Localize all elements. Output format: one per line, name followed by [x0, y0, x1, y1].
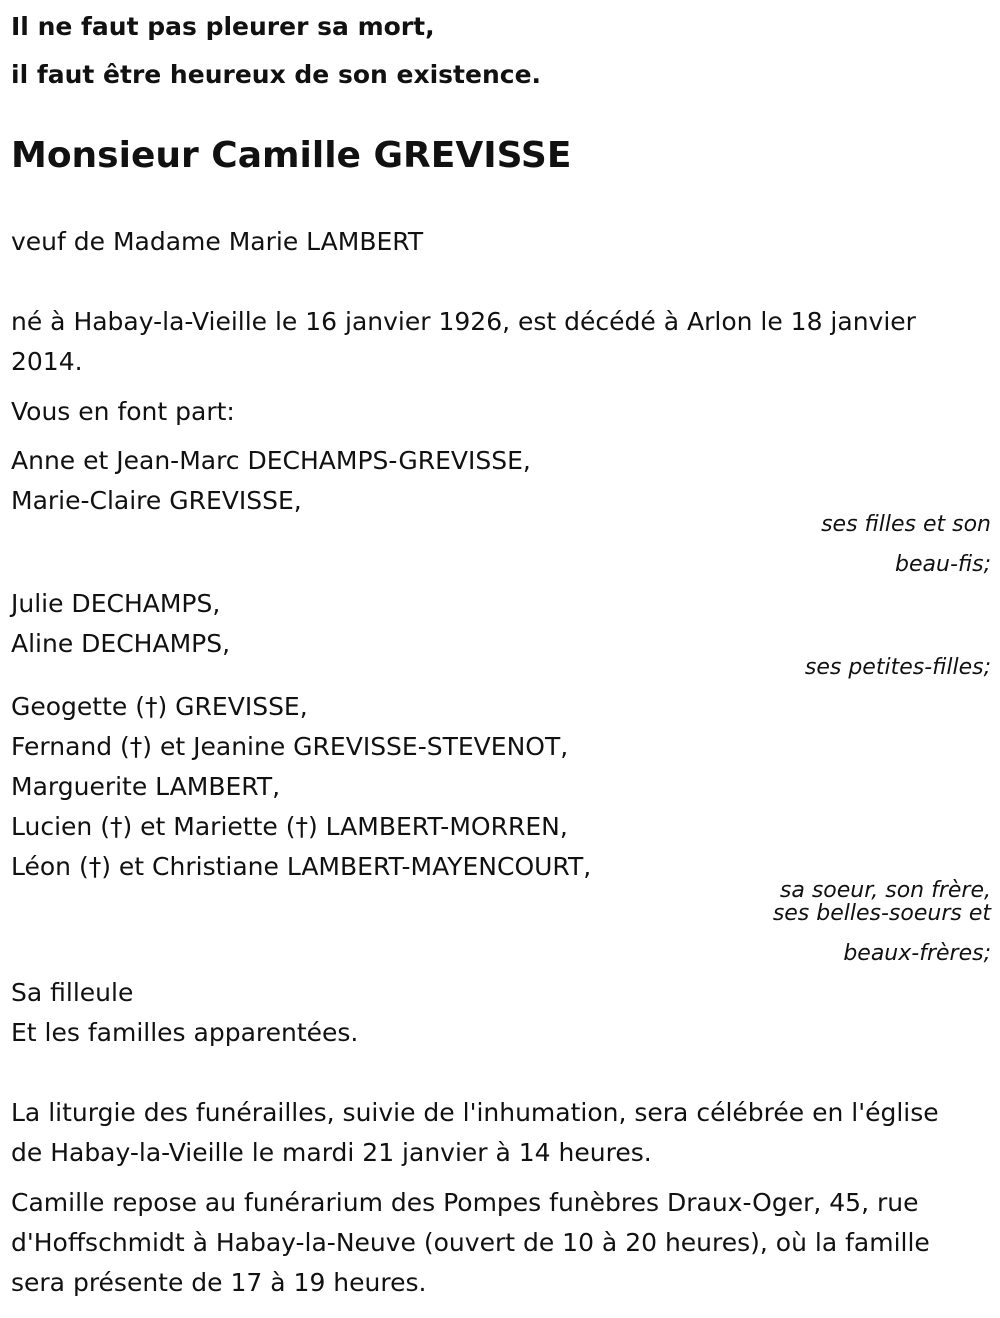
family-name: Julie DECHAMPS, [11, 589, 221, 618]
relation-label: ses petites-filles; [804, 655, 991, 680]
spouse-line: veuf de Madame Marie LAMBERT [11, 227, 424, 256]
epigraph-line-1: Il ne faut pas pleurer sa mort, [11, 12, 435, 41]
birth-death-line-2: 2014. [11, 347, 83, 376]
relation-label: ses filles et son [821, 512, 991, 537]
family-name: Aline DECHAMPS, [11, 629, 231, 658]
funeral-line-1: La liturgie des funérailles, suivie de l'inhumation, sera célébrée en l'église [11, 1098, 939, 1127]
family-name: Léon (†) et Christiane LAMBERT-MAYENCOURT, [11, 852, 592, 881]
family-name: Fernand (†) et Jeanine GREVISSE-STEVENOT, [11, 732, 569, 761]
family-name: Marie-Claire GREVISSE, [11, 486, 302, 515]
family-name: Lucien (†) et Mariette (†) LAMBERT-MORREN, [11, 812, 568, 841]
epigraph-line-2: il faut être heureux de son existence. [11, 60, 542, 89]
announcement: Vous en font part: [11, 397, 235, 426]
relation-label: beau-fis; [895, 552, 991, 577]
family-name: Marguerite LAMBERT, [11, 772, 281, 801]
deceased-name: Monsieur Camille GREVISSE [11, 135, 572, 176]
visitation-line-2: d'Hoffschmidt à Habay-la-Neuve (ouvert de 10 à 20 heures), où la famille [11, 1228, 930, 1257]
other-family-line: Sa filleule [11, 978, 134, 1007]
birth-death-line-1: né à Habay-la-Vieille le 16 janvier 1926, est décédé à Arlon le 18 janvier [11, 307, 916, 336]
visitation-line-1: Camille repose au funérarium des Pompes funèbres Draux-Oger, 45, rue [11, 1188, 919, 1217]
funeral-line-2: de Habay-la-Vieille le mardi 21 janvier à 14 heures. [11, 1138, 652, 1167]
visitation-line-3: sera présente de 17 à 19 heures. [11, 1268, 427, 1297]
family-name: Geogette (†) GREVISSE, [11, 692, 308, 721]
relation-label: ses belles-soeurs et [772, 901, 991, 926]
relation-label: beaux-frères; [843, 941, 991, 966]
relation-label: sa soeur, son frère, [779, 878, 991, 903]
other-family-line: Et les familles apparentées. [11, 1018, 359, 1047]
family-name: Anne et Jean-Marc DECHAMPS-GREVISSE, [11, 446, 531, 475]
